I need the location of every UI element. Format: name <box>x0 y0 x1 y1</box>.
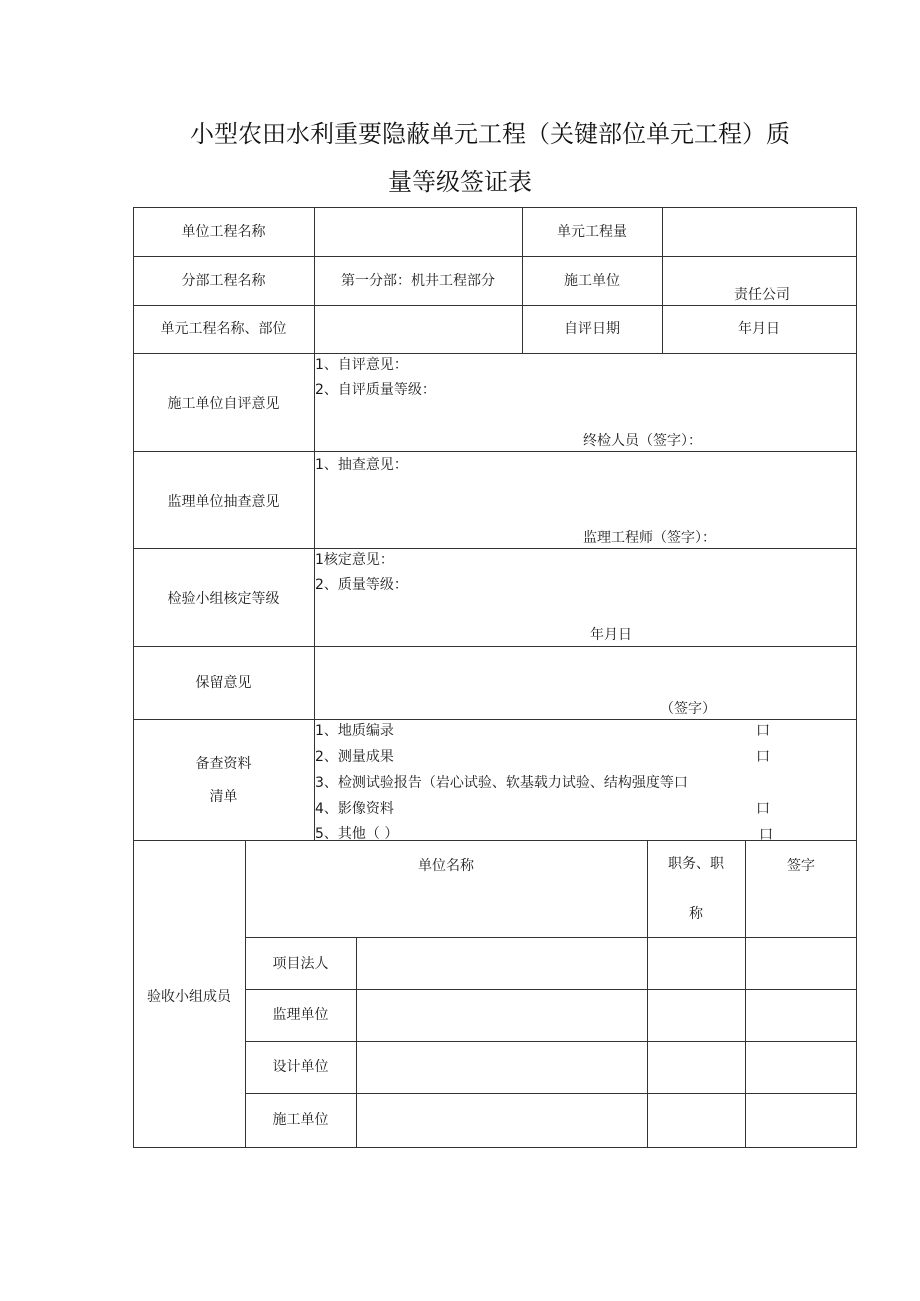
row-rule <box>245 1041 857 1042</box>
materials-label-line1: 备查资料 <box>195 756 252 772</box>
division-project-name-label: 分部工程名称 <box>181 273 266 289</box>
row-rule <box>245 989 857 990</box>
supervision-opinion-line: 1、抽查意见： <box>315 457 408 473</box>
member-row-label: 项目法人 <box>272 956 329 972</box>
member-row-label: 施工单位 <box>272 1112 329 1128</box>
inspection-grade-line: 2、质量等级： <box>315 577 408 593</box>
row-rule <box>133 646 857 647</box>
construction-unit-value: 责任公司 <box>734 287 790 303</box>
materials-item-4: 4、影像资料 <box>315 801 394 817</box>
division-project-name-value: 第一分部：机井工程部分 <box>341 273 495 289</box>
materials-item-3: 3、检测试验报告（岩心试验、软基载力试验、结构强度等口 <box>315 775 688 791</box>
member-row-label: 监理单位 <box>272 1007 329 1023</box>
inspection-opinion-line: 1核定意见： <box>315 552 394 568</box>
form-title-line1: 小型农田水利重要隐蔽单元工程（关键部位单元工程）质 <box>190 120 790 148</box>
checkbox[interactable]: 口 <box>756 749 770 765</box>
unit-element-quantity-label: 单元工程量 <box>557 224 627 240</box>
checkbox[interactable]: 口 <box>756 723 770 739</box>
row-rule <box>133 548 857 549</box>
row-rule <box>133 451 857 452</box>
materials-label-line2: 清单 <box>209 789 238 805</box>
self-eval-grade-line: 2、自评质量等级： <box>315 382 436 398</box>
reservation-label: 保留意见 <box>195 675 252 691</box>
checkbox[interactable]: 口 <box>759 827 773 843</box>
materials-item-5: 5、其他（ ） <box>315 826 399 842</box>
col-rule <box>745 840 746 1148</box>
member-row-label: 设计单位 <box>272 1059 329 1075</box>
supervision-label: 监理单位抽查意见 <box>167 494 280 510</box>
unit-project-name-label: 单位工程名称 <box>181 224 266 240</box>
col-rule <box>314 207 315 840</box>
form-title-line2: 量等级签证表 <box>388 168 532 196</box>
col-rule <box>356 937 357 1148</box>
self-eval-date-value: 年月日 <box>738 321 780 337</box>
materials-item-2: 2、测量成果 <box>315 749 394 765</box>
row-rule <box>133 256 857 257</box>
col-header-signature: 签字 <box>787 858 815 874</box>
row-rule <box>133 353 857 354</box>
col-header-position-line2: 称 <box>689 906 703 922</box>
self-eval-signature: 终检人员（签字）： <box>583 433 702 449</box>
col-header-unit-name: 单位名称 <box>418 858 474 874</box>
element-name-location-label: 单元工程名称、部位 <box>160 321 287 337</box>
row-rule <box>245 937 857 938</box>
reservation-signature: （签字） <box>660 701 716 717</box>
row-rule <box>245 1093 857 1094</box>
col-rule <box>662 207 663 353</box>
checkbox[interactable]: 口 <box>756 801 770 817</box>
self-eval-date-label: 自评日期 <box>564 321 620 337</box>
self-eval-label: 施工单位自评意见 <box>167 396 280 412</box>
self-eval-opinion-line: 1、自评意见： <box>315 357 408 373</box>
table-border-bottom <box>133 1147 857 1148</box>
inspection-date: 年月日 <box>590 627 632 643</box>
inspection-label: 检验小组核定等级 <box>167 591 280 607</box>
table-border-top <box>133 207 857 208</box>
col-header-position-line1: 职务、职 <box>668 856 724 872</box>
col-rule <box>647 840 648 1148</box>
quality-form-table <box>133 207 857 1148</box>
construction-unit-label: 施工单位 <box>564 273 620 289</box>
supervision-signature: 监理工程师（签字）： <box>583 530 716 546</box>
row-rule <box>133 840 857 841</box>
table-border-right <box>856 207 857 1148</box>
materials-item-1: 1、地质编录 <box>315 723 394 739</box>
row-rule <box>133 305 857 306</box>
members-label: 验收小组成员 <box>147 989 231 1005</box>
col-rule <box>245 840 246 1148</box>
row-rule <box>133 719 857 720</box>
